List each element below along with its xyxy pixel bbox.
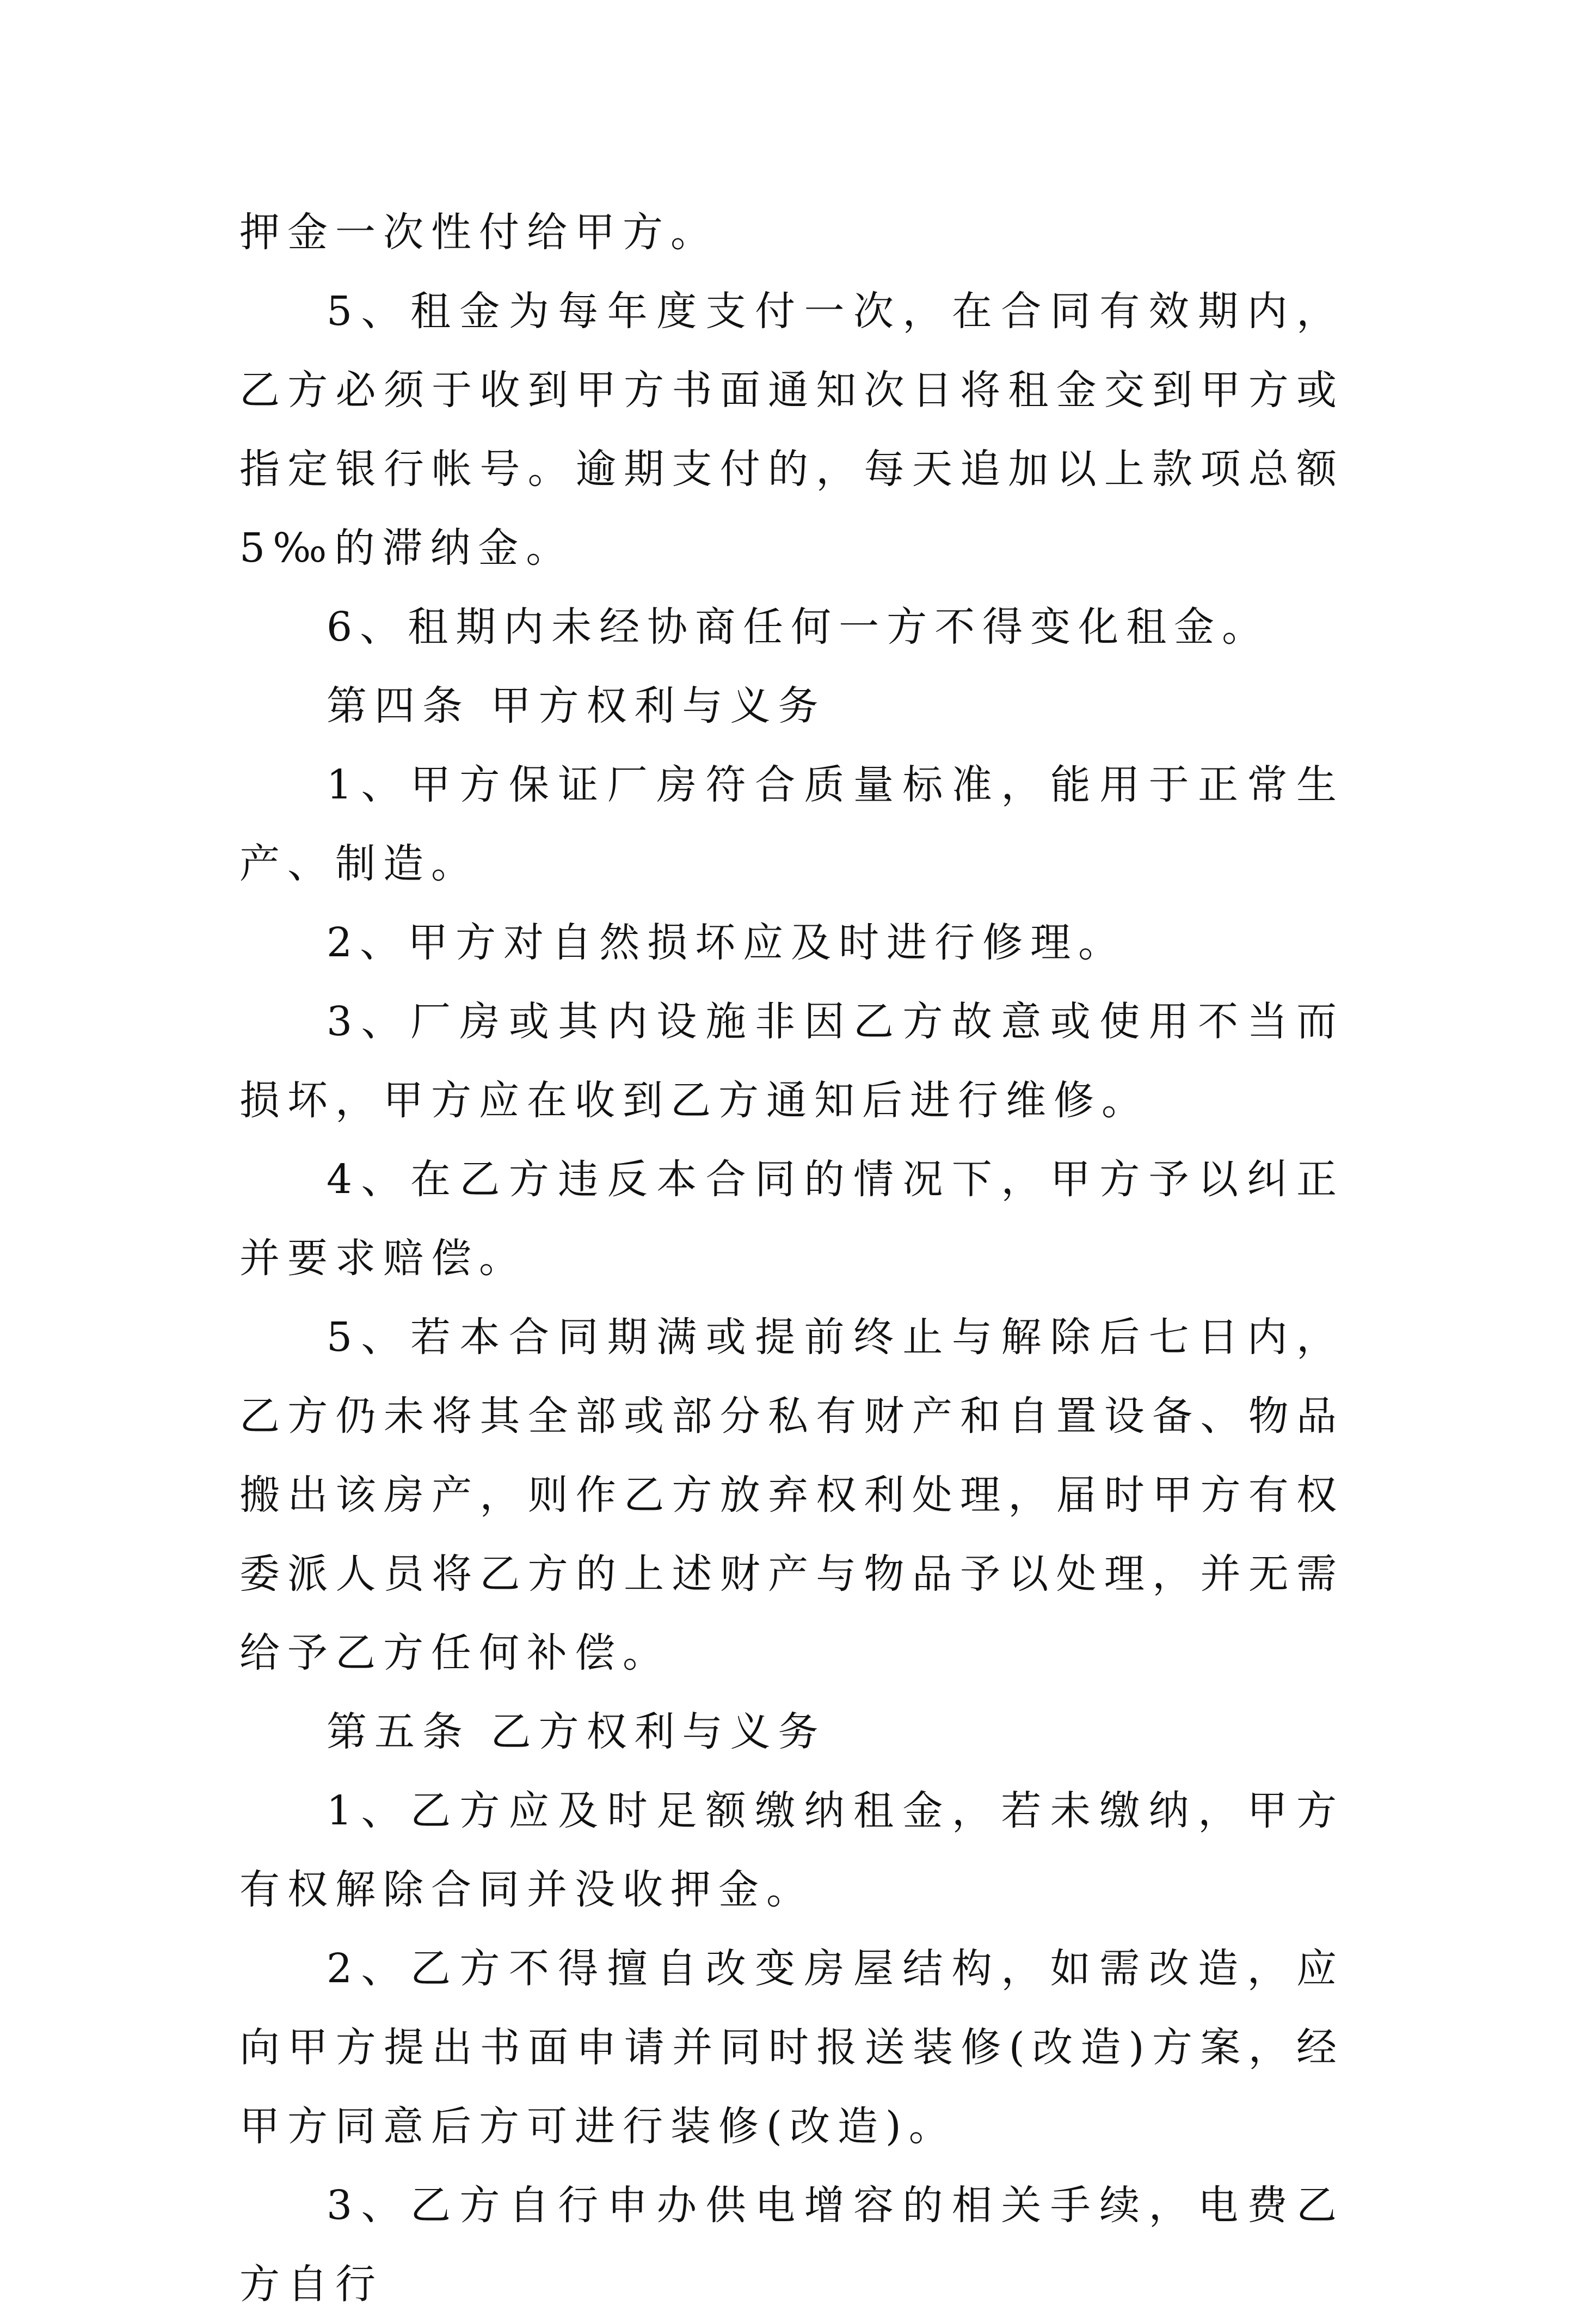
clause-3-5-rent-payment: 5、租金为每年度支付一次，在合同有效期内，乙方必须于收到甲方书面通知次日将租金交到甲方或指定银行帐号。逾期支付的，每天追加以上款项总额5‰的滞纳金。 xyxy=(239,288,1344,571)
clause-4-5: 5、若本合同期满或提前终止与解除后七日内，乙方仍未将其全部或部分私有财产和自置设备、物品搬出该房产，则作乙方放弃权利处理，届时甲方有权委派人员将乙方的上述财产与物品予以处理，并无需给予乙方任何补偿。 xyxy=(239,1314,1344,1676)
article-4-heading: 第四条 甲方权利与义务 xyxy=(327,683,826,729)
paragraph-continuation: 押金一次性付给甲方。 xyxy=(239,209,718,256)
document-body xyxy=(239,193,1344,2324)
article-5-heading: 第五条 乙方权利与义务 xyxy=(327,1708,826,1755)
clause-4-3: 3、厂房或其内设施非因乙方故意或使用不当而损坏，甲方应在收到乙方通知后进行维修。 xyxy=(239,998,1344,1124)
clause-5-2: 2、乙方不得擅自改变房屋结构，如需改造，应向甲方提出书面申请并同时报送装修(改造)方案，经甲方同意后方可进行装修(改造)。 xyxy=(239,1945,1344,2150)
clause-4-4: 4、在乙方违反本合同的情况下，甲方予以纠正并要求赔偿。 xyxy=(239,1156,1344,1282)
clause-4-1: 1、甲方保证厂房符合质量标准，能用于正常生产、制造。 xyxy=(239,761,1344,887)
clause-5-1: 1、乙方应及时足额缴纳租金，若未缴纳，甲方有权解除合同并没收押金。 xyxy=(239,1787,1344,1913)
clause-5-3: 3、乙方自行申办供电增容的相关手续，电费乙方自行 xyxy=(239,2182,1344,2308)
clause-3-6-rent-change: 6、租期内未经协商任何一方不得变化租金。 xyxy=(327,604,1270,650)
clause-4-2: 2、甲方对自然损坏应及时进行修理。 xyxy=(327,919,1127,966)
